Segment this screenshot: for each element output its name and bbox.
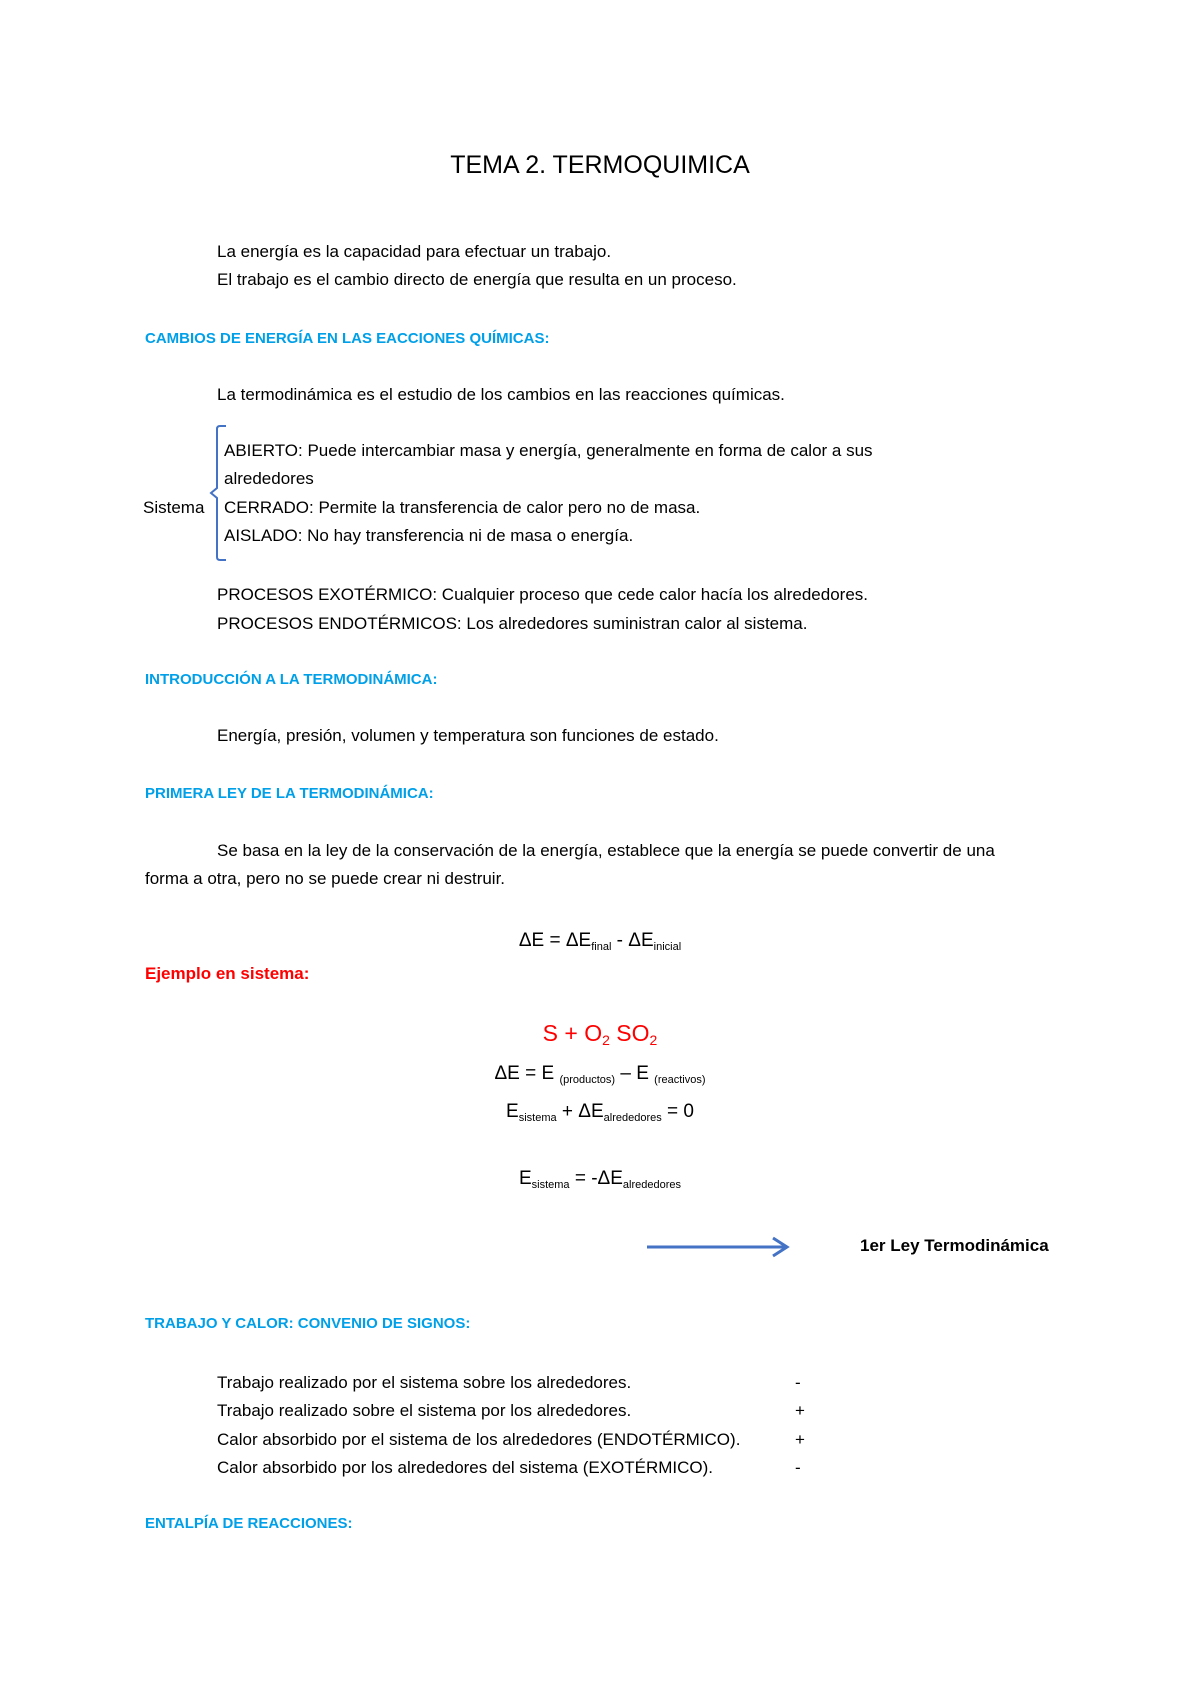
sign-row-sign: - bbox=[795, 1458, 801, 1477]
sign-row-sign: + bbox=[795, 1430, 805, 1449]
sign-row-text: Trabajo realizado sobre el sistema por los alrededores. bbox=[217, 1401, 632, 1420]
section-heading-cambios: CAMBIOS DE ENERGÍA EN LAS EACCIONES QUÍMICAS: bbox=[145, 330, 550, 347]
sistema-abierto-cont: alrededores bbox=[224, 469, 314, 488]
formula-sistema-alrededores: $E_{sistema} = -\Delta E_{alrededores}$ bbox=[518, 1168, 682, 1191]
sec3-paragraph-line-1: Se basa en la ley de la conservación de la energía, establece que la energía se puede convertir de una bbox=[217, 841, 995, 860]
sign-row-sign: + bbox=[795, 1401, 805, 1420]
sign-row-text: Calor absorbido por los alrededores del sistema (EXOTÉRMICO). bbox=[217, 1458, 714, 1477]
sistema-cerrado: CERRADO: Permite la transferencia de calor pero no de masa. bbox=[224, 498, 701, 517]
sec1-paragraph: La termodinámica es el estudio de los cambios en las reacciones químicas. bbox=[217, 385, 785, 404]
sistema-label: Sistema bbox=[143, 498, 205, 517]
sistema-aislado: AISLADO: No hay transferencia ni de masa o energía. bbox=[224, 526, 634, 545]
section-heading-entalpia: ENTALPÍA DE REACCIONES: bbox=[145, 1515, 353, 1532]
section-heading-trabajo-calor: TRABAJO Y CALOR: CONVENIO DE SIGNOS: bbox=[145, 1315, 471, 1332]
sec3-paragraph-line-2: forma a otra, pero no se puede crear ni destruir. bbox=[145, 869, 506, 888]
formula-productos-reactivos: ΔE = E $_{(productos)}$ – E $_{(reactivos)}$ bbox=[494, 1063, 706, 1086]
sistema-abierto: ABIERTO: Puede intercambiar masa y energía, generalmente en forma de calor a sus bbox=[224, 441, 873, 460]
sec2-paragraph: Energía, presión, volumen y temperatura son funciones de estado. bbox=[217, 726, 719, 745]
sign-row-sign: - bbox=[795, 1373, 801, 1392]
sign-row-text: Trabajo realizado por el sistema sobre los alrededores. bbox=[217, 1373, 632, 1392]
example-label: Ejemplo en sistema: bbox=[145, 964, 310, 983]
ley-label: 1er Ley Termodinámica bbox=[860, 1236, 1049, 1255]
page-title: TEMA 2. TERMOQUIMICA bbox=[450, 151, 750, 179]
sign-row-text: Calor absorbido por el sistema de los alrededores (ENDOTÉRMICO). bbox=[217, 1430, 741, 1449]
formula-delta-e: $\Delta E = \Delta E_{final} - \Delta E_{inicial}$ bbox=[518, 930, 682, 953]
formula-suma-cero: $E_{sistema} + \Delta E_{alrededores} = 0$ bbox=[506, 1101, 694, 1124]
procesos-exotermico: PROCESOS EXOTÉRMICO: Cualquier proceso que cede calor hacía los alrededores. bbox=[217, 585, 869, 604]
intro-line-1: La energía es la capacidad para efectuar un trabajo. bbox=[217, 242, 612, 261]
reaction-equation: $S + O_2$ $SO_2$ bbox=[542, 1020, 658, 1048]
arrow-right-icon bbox=[645, 1235, 793, 1259]
procesos-endotermicos: PROCESOS ENDOTÉRMICOS: Los alrededores suministran calor al sistema. bbox=[217, 614, 808, 633]
section-heading-primera-ley: PRIMERA LEY DE LA TERMODINÁMICA: bbox=[145, 785, 434, 802]
section-heading-introduccion: INTRODUCCIÓN A LA TERMODINÁMICA: bbox=[145, 671, 438, 688]
intro-line-2: El trabajo es el cambio directo de energía que resulta en un proceso. bbox=[217, 270, 737, 289]
